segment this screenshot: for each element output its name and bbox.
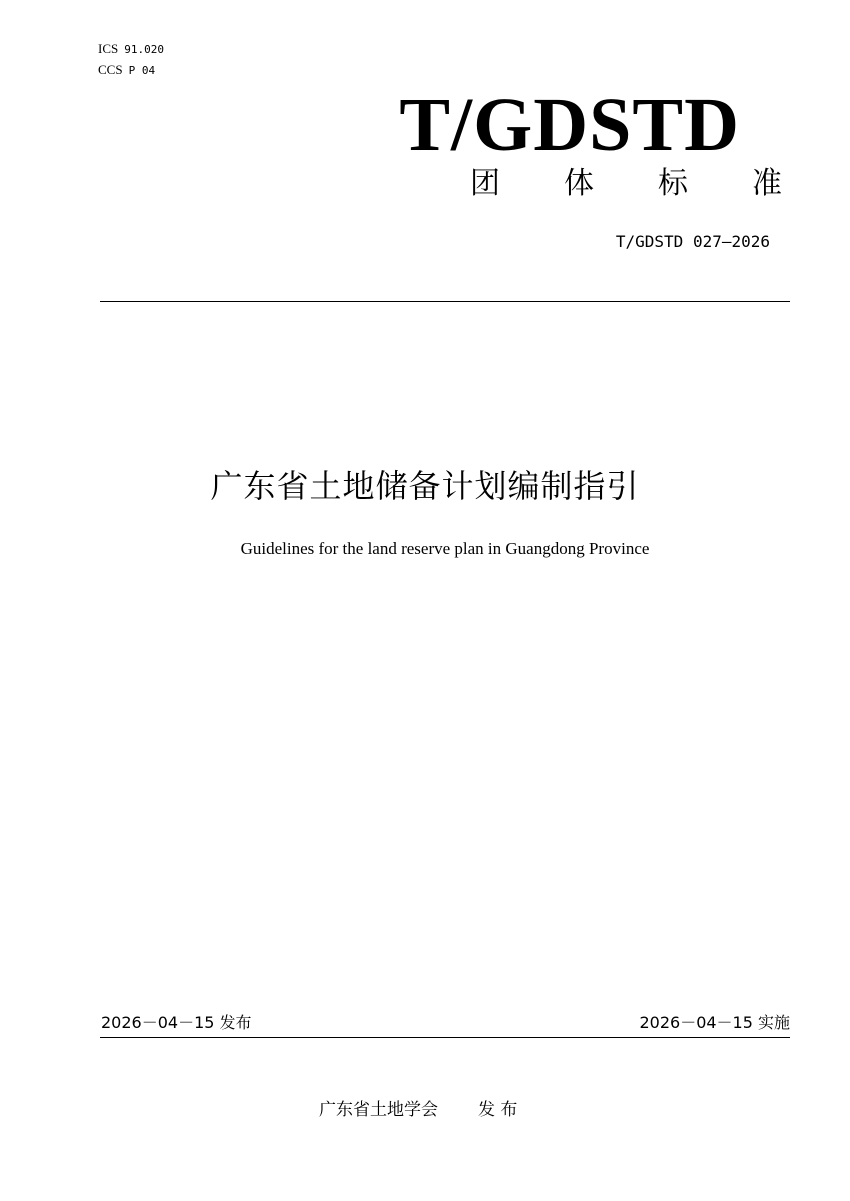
standard-type [470,164,782,204]
standard-type-char: 团 [470,166,500,201]
publisher-action: 发 布 [478,1100,518,1120]
standard-number: T/GDSTD 027—2026 [615,232,770,251]
standard-type-char: 体 [564,166,594,201]
ics-value: 91.020 [124,43,164,56]
publisher-organization: 广东省土地学会 [319,1100,438,1120]
implementation-date: 2026－04－15 实施 [639,1013,790,1032]
ccs-code [98,63,155,78]
standard-type-char: 准 [752,166,782,201]
top-divider [100,301,790,302]
ccs-label: CCS [98,62,123,77]
issue-date: 2026－04－15 发布 [101,1013,252,1032]
standard-type-char: 标 [658,166,688,201]
document-title-english: Guidelines for the land reserve plan in Guangdong Province [240,539,650,558]
standard-mark: T/GDSTD [399,83,740,167]
bottom-divider [100,1037,790,1038]
publisher [319,1098,517,1122]
document-title-chinese: 广东省土地储备计划编制指引 [210,467,640,505]
ics-label: ICS [98,41,119,56]
ccs-value: P 04 [128,64,156,77]
ics-code [98,42,164,57]
